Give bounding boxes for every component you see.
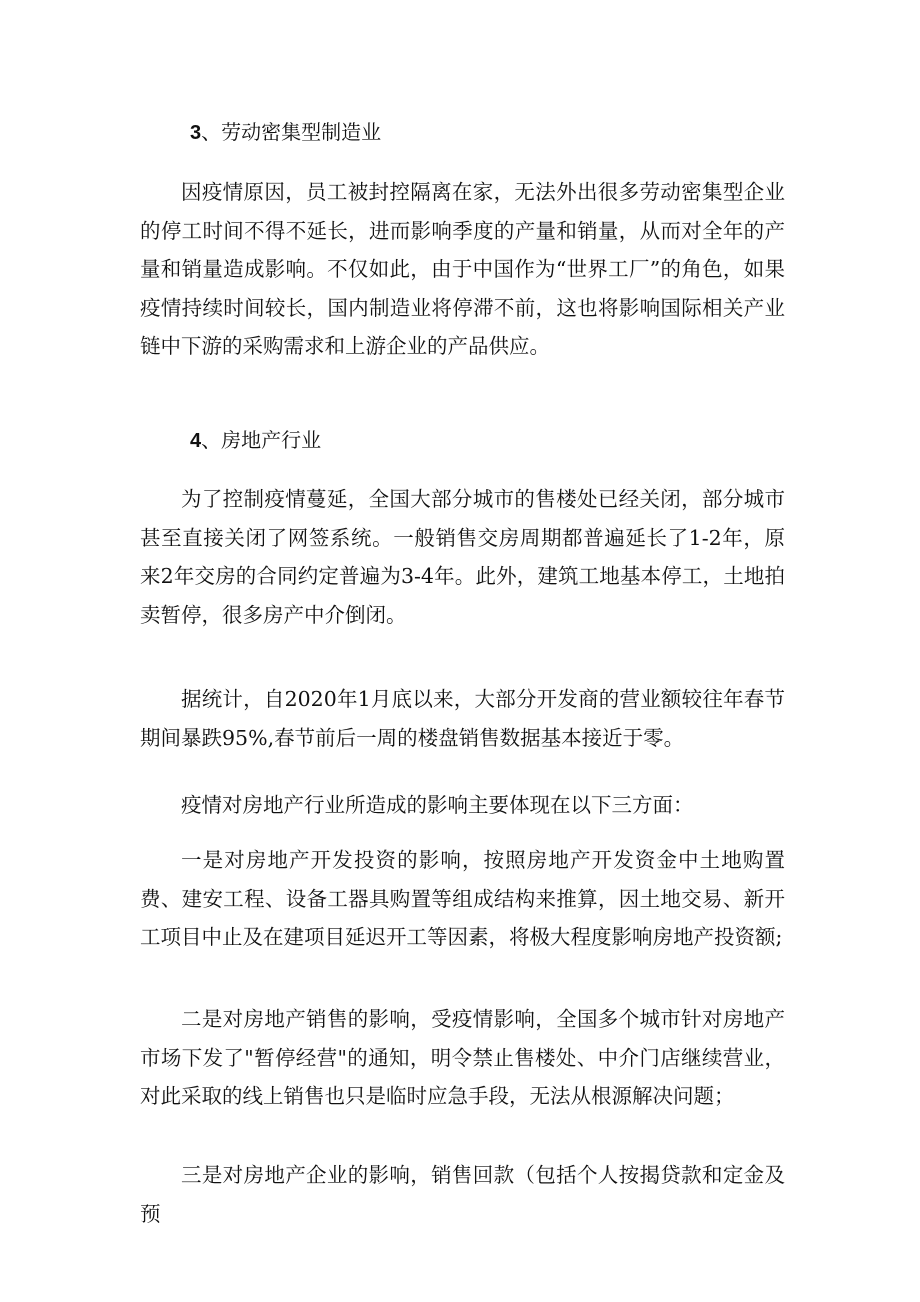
paragraph-point-three: 三是对房地产企业的影响，销售回款（包括个人按揭贷款和定金及预 bbox=[140, 1163, 785, 1226]
paragraph-point-one: 一是对房地产开发投资的影响，按照房地产开发资金中土地购置费、建安工程、设备工器具购置等组成结构来推算，因土地交易、新开工项目中止及在建项目延迟开工等因素，将极大程度影响房地产投资额; bbox=[140, 848, 785, 949]
paragraph-point-two: 二是对房地产销售的影响，受疫情影响，全国多个城市针对房地产市场下发了"暂停经营"的通知，明令禁止售楼处、中介门店继续营业，对此采取的线上销售也只是临时应急手段，无法从根源解决问题； bbox=[140, 1007, 785, 1108]
paragraph-statistics: 据统计，自2020年1月底以来，大部分开发商的营业额较往年春节期间暴跌95%,春节前后一周的楼盘销售数据基本接近于零。 bbox=[140, 687, 785, 750]
paragraph-three-aspects: 疫情对房地产行业所造成的影响主要体现在以下三方面： bbox=[181, 793, 694, 817]
section-heading-4 bbox=[190, 426, 321, 455]
heading-number: 4 bbox=[190, 430, 202, 452]
section-heading-3 bbox=[190, 118, 381, 147]
paragraph-real-estate-intro: 为了控制疫情蔓延，全国大部分城市的售楼处已经关闭，部分城市甚至直接关闭了网签系统。一般销售交房周期都普遍延长了1-2年，原来2年交房的合同约定普遍为3-4年。此外，建筑工地基本停工，土地拍卖暂停，很多房产中介倒闭。 bbox=[140, 487, 785, 627]
heading-text: 、劳动密集型制造业 bbox=[201, 120, 382, 144]
paragraph-manufacturing: 因疫情原因，员工被封控隔离在家，无法外出很多劳动密集型企业的停工时间不得不延长，进而影响季度的产量和销量，从而对全年的产量和销量造成影响。不仅如此，由于中国作为“世界工厂”的角色，如果疫情持续时间较长，国内制造业将停滞不前，这也将影响国际相关产业链中下游的采购需求和上游企业的产品供应。 bbox=[140, 180, 785, 358]
heading-text: 、房地产行业 bbox=[201, 428, 322, 452]
heading-number: 3 bbox=[190, 122, 202, 144]
